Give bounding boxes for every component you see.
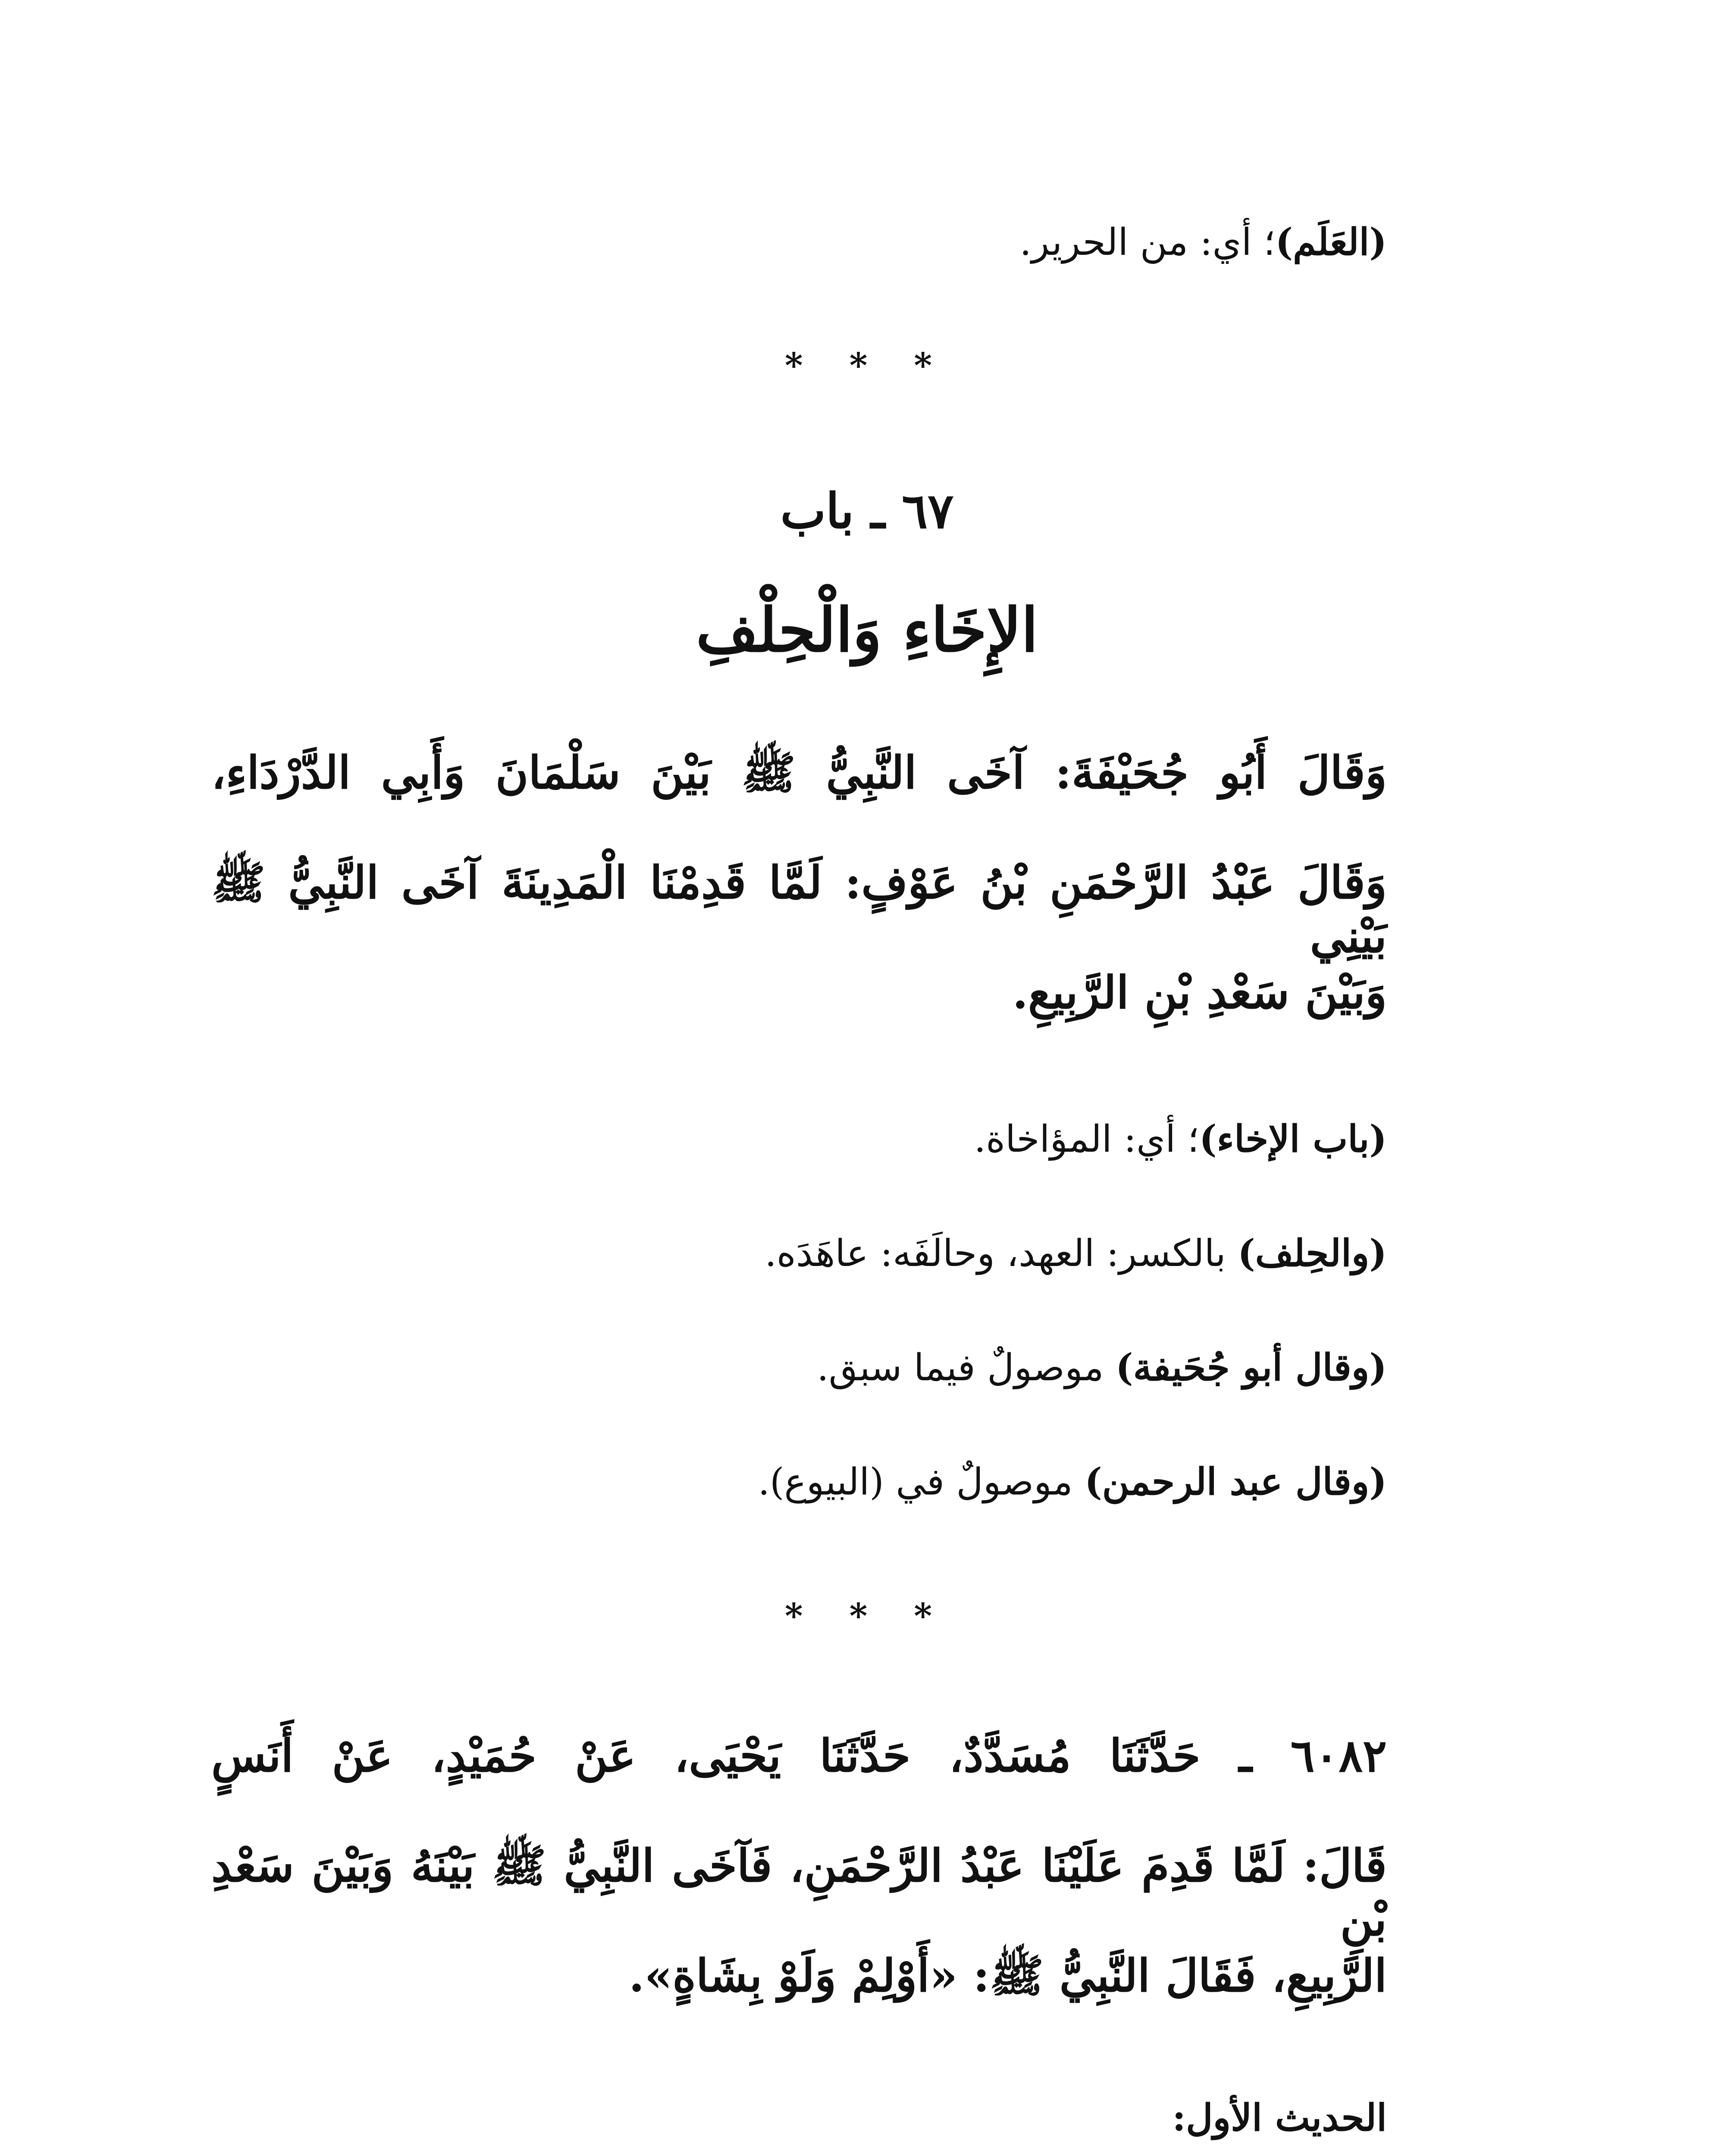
hadith-line-2: قَالَ: لَمَّا قَدِمَ عَلَيْنَا عَبْدُ الرَّحْمَنِ، فَآخَى النَّبِيُّ ﷺ بَيْنَهُ وَبَيْنَ سَعْدِ بْنِ (211, 1839, 1387, 1946)
commentary-term: (والحِلف) (1237, 1232, 1387, 1275)
commentary-rest: موصولٌ فيما سبق. (817, 1346, 1116, 1389)
chapter-number: ٦٧ ـ باب (780, 483, 954, 539)
commentary-line (211, 1460, 1387, 1504)
top-note-term: (العَلَم) (1275, 220, 1387, 264)
tarjama-line-2: وَقَالَ عَبْدُ الرَّحْمَنِ بْنُ عَوْفٍ: لَمَّا قَدِمْنَا الْمَدِينَةَ آخَى النَّبِيُّ ﷺ بَيْنِي (211, 856, 1387, 963)
commentary-line (211, 1117, 1387, 1162)
commentary-rest: بالكسر: العهد، وحالَفَه: عاهَدَه. (765, 1232, 1238, 1275)
tarjama-line-1: وَقَالَ أَبُو جُحَيْفَةَ: آخَى النَّبِيُّ ﷺ بَيْنَ سَلْمَانَ وَأَبِي الدَّرْدَاءِ، (211, 746, 1387, 799)
commentary-line (211, 1345, 1387, 1390)
separator-middle: * * * (784, 1595, 950, 1636)
commentary-term: (وقال عبد الرحمن) (1085, 1460, 1387, 1504)
tarjama-line-3: وَبَيْنَ سَعْدِ بْنِ الرَّبِيعِ. (1012, 966, 1387, 1019)
commentary-rest: موصولٌ في (البيوع). (758, 1460, 1085, 1504)
first-hadith-heading: الحديث الأول: (1172, 2096, 1387, 2140)
commentary-rest: ؛ أي: المؤاخاة. (974, 1118, 1199, 1161)
commentary-term: (باب الإخاء) (1199, 1117, 1387, 1161)
top-note (211, 220, 1387, 265)
hadith-line-3: الرَّبِيعِ، فَقَالَ النَّبِيُّ ﷺ: «أَوْلِمْ وَلَوْ بِشَاةٍ». (629, 1949, 1387, 2002)
commentary-term: (وقال أبو جُحَيفة) (1115, 1346, 1387, 1389)
commentary-line (211, 1231, 1387, 1276)
separator-top: * * * (784, 345, 950, 385)
hadith-line-1: ٦٠٨٢ ـ حَدَّثَنَا مُسَدَّدٌ، حَدَّثَنَا يَحْيَى، عَنْ حُمَيْدٍ، عَنْ أَنَسٍ (211, 1729, 1387, 1782)
chapter-title: الإِخَاءِ وَالْحِلْفِ (696, 595, 1038, 666)
top-note-rest: ؛ أي: من الحرير. (1019, 221, 1276, 264)
